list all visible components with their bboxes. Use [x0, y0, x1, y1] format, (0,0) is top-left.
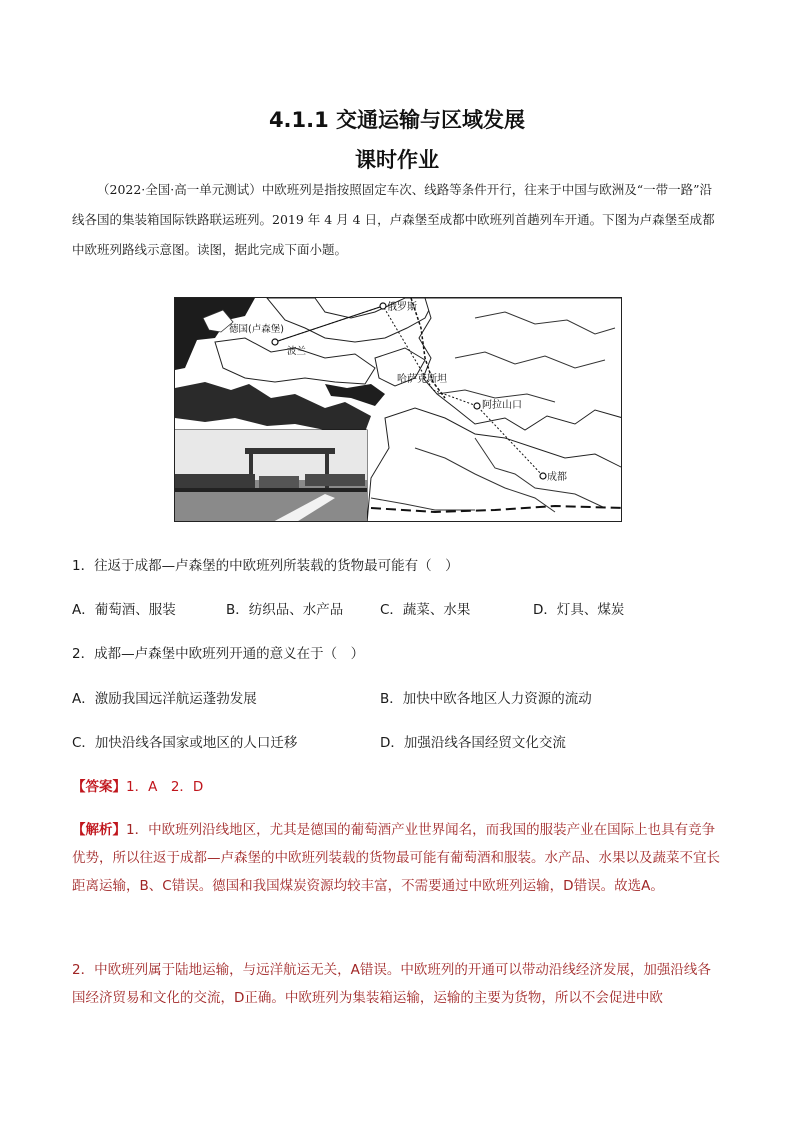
- analysis-block-2: [72, 956, 724, 1012]
- luxembourg-point: [272, 339, 278, 345]
- route-map: [175, 298, 622, 522]
- map-label-poland: 波兰: [287, 346, 307, 357]
- alashankou-point: [474, 403, 480, 409]
- answer-tag: 【答案】: [72, 779, 126, 795]
- train-photo-inset: [175, 430, 367, 522]
- analysis-block-1: [72, 816, 724, 900]
- analysis-paragraph-2: 2．中欧班列属于陆地运输，与远洋航运无关，A错误。中欧班列的开通可以带动沿线经济发展，加强沿线各国经济贸易和文化的交流，D正确。中欧班列为集装箱运输，运输的主要为货物，所以不会促进中欧: [72, 962, 711, 1006]
- map-label-alashankou: 阿拉山口: [482, 400, 522, 411]
- question-2-option-a: A．激励我国远洋航运蓬勃发展: [72, 691, 257, 707]
- question-2-option-b: B．加快中欧各地区人力资源的流动: [380, 691, 592, 707]
- question-2-stem: 2．成都—卢森堡中欧班列开通的意义在于（ ）: [72, 646, 365, 662]
- page-subtitle: 课时作业: [355, 148, 439, 172]
- answer-line: [72, 775, 203, 795]
- map-label-russia: 俄罗斯: [387, 302, 417, 313]
- question-1-option-a: A．葡萄酒、服装: [72, 602, 176, 618]
- map-label-germany: 德国(卢森堡): [229, 324, 284, 335]
- answer-text: 1．A 2．D: [126, 779, 204, 795]
- page-title: 4.1.1 交通运输与区域发展: [268, 108, 526, 132]
- analysis-tag: 【解析】: [72, 822, 126, 838]
- chengdu-point: [540, 473, 546, 479]
- question-2-option-c: C．加快沿线各国家或地区的人口迁移: [72, 735, 298, 751]
- route-map-figure: [174, 297, 622, 522]
- question-1-option-d: D．灯具、煤炭: [533, 602, 625, 618]
- russia-point: [380, 303, 386, 309]
- intro-paragraph: （2022·全国·高一单元测试）中欧班列是指按照固定车次、线路等条件开行，往来于中国与欧洲及“一带一路”沿线各国的集装箱国际铁路联运班列。2019 年 4 月 4 日，卢森堡至成都中欧班列首趟列车开通。下图为卢森堡至成都中欧班列路线示意图。读图，据此完成下面小题。: [72, 182, 715, 257]
- map-label-chengdu: 成都: [547, 472, 567, 483]
- map-label-kazakhstan: 哈萨克斯坦: [397, 374, 447, 385]
- question-2-option-d: D．加强沿线各国经贸文化交流: [380, 735, 566, 751]
- question-1-stem: 1．往返于成都—卢森堡的中欧班列所装载的货物最可能有（ ）: [72, 558, 459, 574]
- analysis-paragraph-1: 1．中欧班列沿线地区，尤其是德国的葡萄酒产业世界闻名，而我国的服装产业在国际上也具有竞争优势，所以往返于成都—卢森堡的中欧班列装载的货物最可能有葡萄酒和服装。水产品、水果以及蔬菜不宜长距离运输，B、C错误。德国和我国煤炭资源均较丰富，不需要通过中欧班列运输，D错误。故选A。: [72, 822, 720, 894]
- question-1-option-c: C．蔬菜、水果: [380, 602, 471, 618]
- question-1-option-b: B．纺织品、水产品: [226, 602, 344, 618]
